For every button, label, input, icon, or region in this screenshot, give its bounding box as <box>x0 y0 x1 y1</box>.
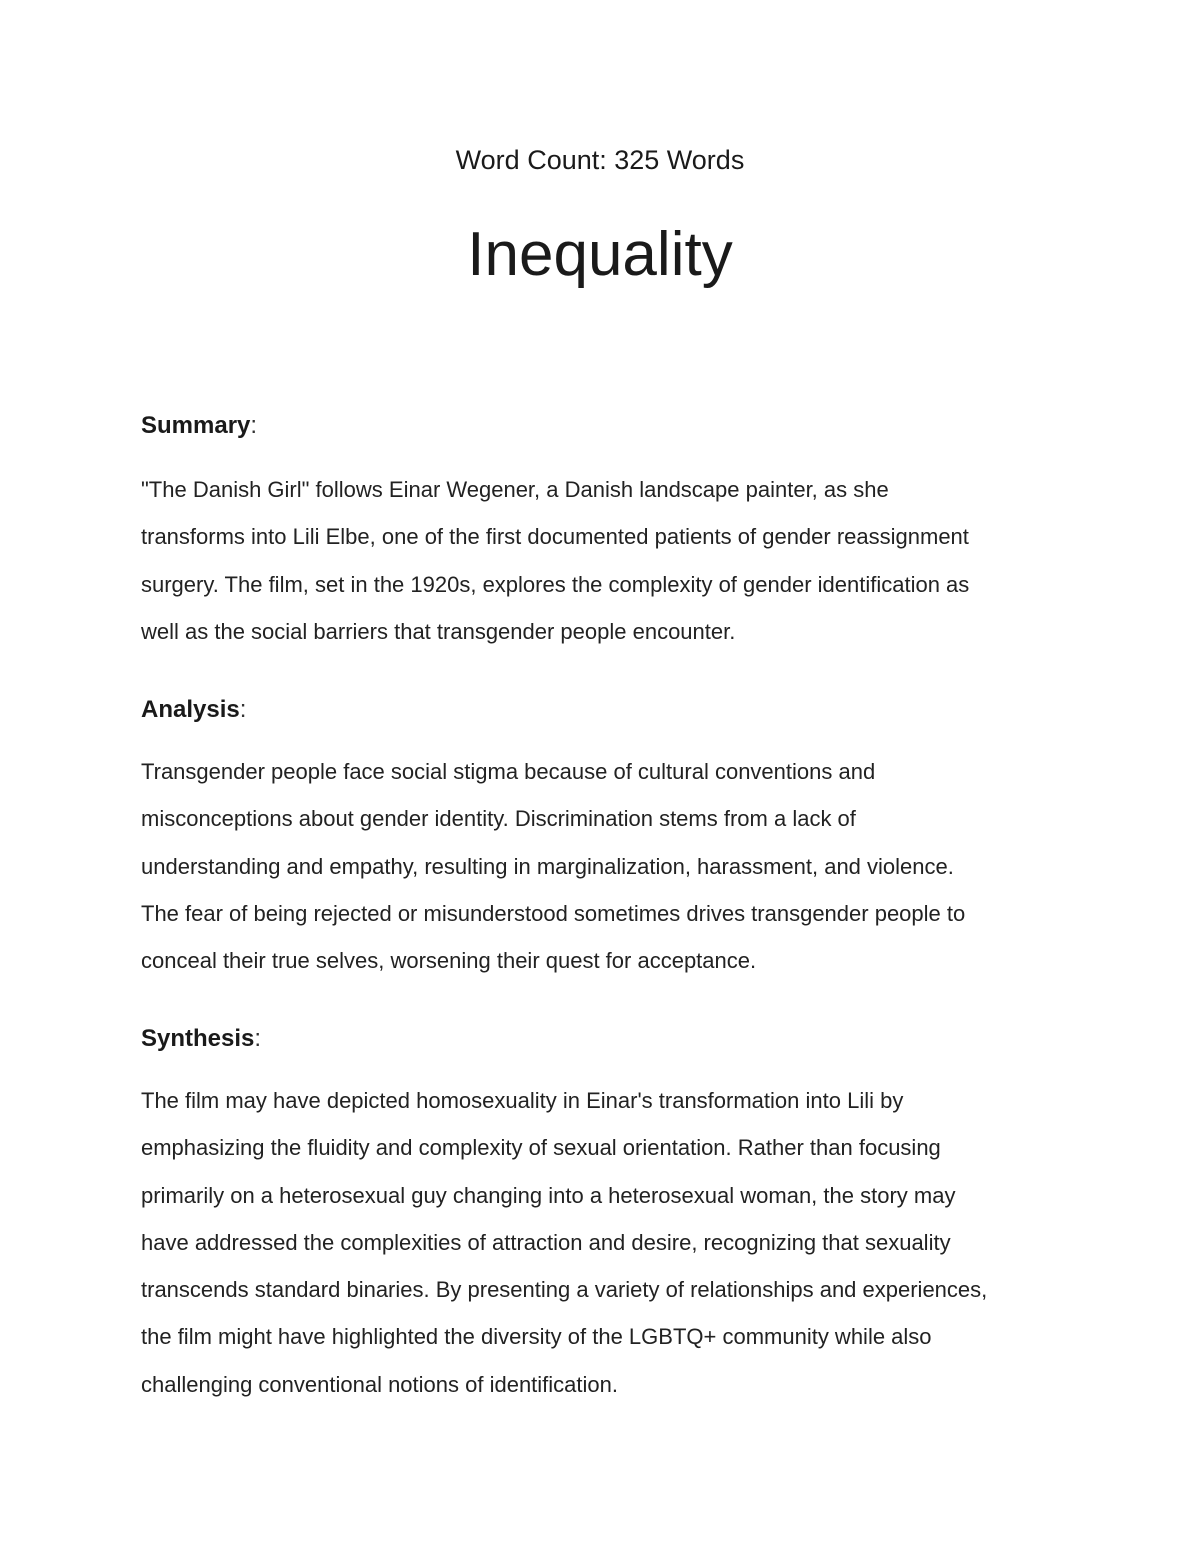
synthesis-heading-block <box>141 1023 1081 1055</box>
synthesis-heading <box>141 1023 1081 1055</box>
analysis-heading-block <box>141 694 1081 726</box>
synthesis-heading-label: Synthesis <box>141 1025 255 1052</box>
analysis-paragraph: Transgender people face social stigma because of cultural conventions and misconceptions about gender identity. Discrimination stems from a lack of understanding and empathy, resulting in marginalization, harassment, and violence. The fear of being rejected or misunderstood sometimes drives transgender people to conceal their true selves, worsening their quest for acceptance. <box>141 759 966 974</box>
summary-heading-label: Summary <box>141 412 251 439</box>
word-count: Word Count: 325 Words <box>455 145 745 175</box>
summary-paragraph: "The Danish Girl" follows Einar Wegener, a Danish landscape painter, as she transforms into Lili Elbe, one of the first documented patients of gender reassignment surgery. The film, set in the 1920s, explores the complexity of gender identification as well as the social barriers that transgender people encounter. <box>141 477 970 644</box>
summary-heading-block <box>141 410 1081 442</box>
analysis-heading <box>141 694 1081 726</box>
analysis-heading-colon: : <box>239 696 247 723</box>
analysis-heading-label: Analysis <box>141 696 240 723</box>
document-title: Inequality <box>467 220 733 289</box>
synthesis-paragraph: The film may have depicted homosexuality in Einar's transformation into Lili by emphasizing the fluidity and complexity of sexual orientation. Rather than focusing primarily on a heterosexual guy changing into a heterosexual woman, the story may have addressed the complexities of attraction and desire, recognizing that sexuality transcends standard binaries. By presenting a variety of relationships and experiences, the film might have highlighted the diversity of the LGBTQ+ community while also challenging conventional notions of identification. <box>141 1088 988 1397</box>
summary-heading-colon: : <box>250 412 258 439</box>
summary-heading <box>141 410 1081 442</box>
synthesis-heading-colon: : <box>254 1025 262 1052</box>
